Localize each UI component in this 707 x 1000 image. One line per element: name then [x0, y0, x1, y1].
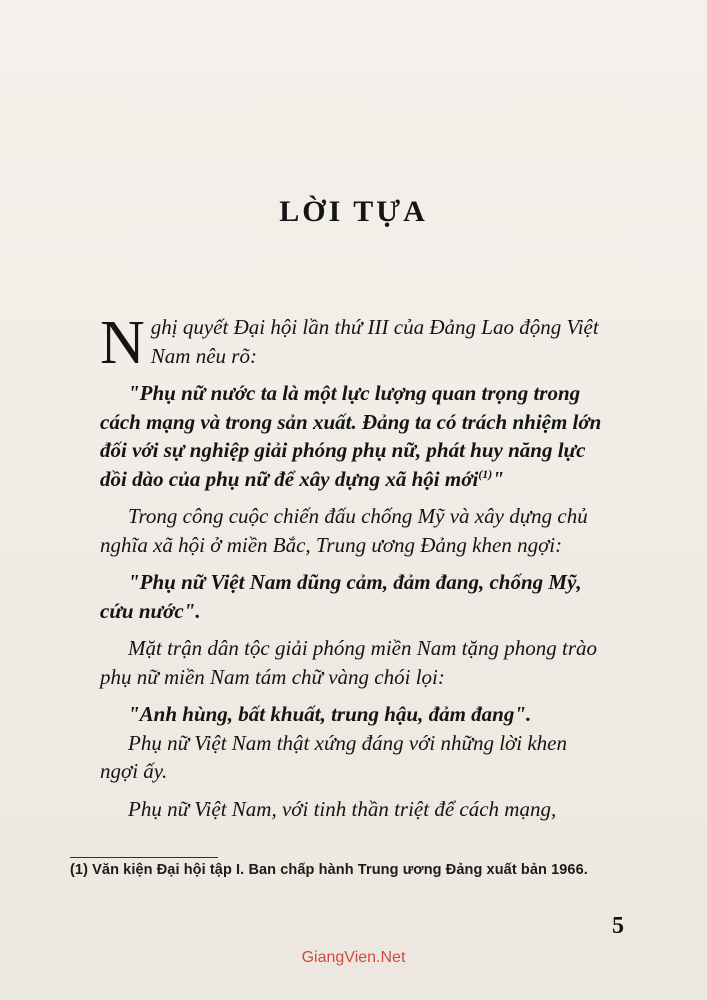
page-number: 5 — [612, 913, 624, 939]
footnote: (1) Văn kiện Đại hội tập I. Ban chấp hành Trung ương Đảng xuất bản 1966. — [70, 862, 588, 878]
paragraph-central-committee: Trong công cuộc chiến đấu chống Mỹ và xây dựng chủ nghĩa xã hội ở miền Bắc, Trung ương Đảng khen ngợi: — [100, 504, 588, 557]
paragraph-revolutionary-spirit: Phụ nữ Việt Nam, với tinh thần triệt để cách mạng, — [128, 796, 557, 821]
paragraph-intro — [100, 309, 605, 377]
quote-party-resolution — [100, 379, 605, 493]
quote-eight-golden-words: "Anh hùng, bất khuất, trung hậu, đảm đang". — [128, 702, 532, 726]
paragraph-text: ghị quyết Đại hội lần thứ III của Đảng Lao động Việt Nam nêu rõ: — [150, 315, 599, 368]
footnote-ref: (1) — [478, 466, 493, 481]
drop-cap: N — [100, 309, 145, 377]
quote-close: " — [492, 466, 504, 491]
quote-central-committee: "Phụ nữ Việt Nam dũng cảm, đảm đang, chống Mỹ, cứu nước". — [100, 570, 582, 623]
paragraph-liberation-front: Mặt trận dân tộc giải phóng miền Nam tặng phong trào phụ nữ miền Nam tám chữ vàng chói lọi: — [100, 636, 597, 689]
paragraph-worthy: Phụ nữ Việt Nam thật xứng đáng với những lời khen ngợi ấy. — [100, 730, 567, 783]
page-title: LỜI TỰA — [279, 195, 428, 228]
preface-body — [100, 309, 605, 823]
watermark-link[interactable]: GiangVien.Net — [301, 949, 406, 966]
quote-text: "Phụ nữ nước ta là một lực lượng quan trọng trong cách mạng và trong sản xuất. Đảng ta có trách nhiệm lớn đối với sự nghiệp giải phóng phụ nữ, phát huy năng lực dồi dào của phụ nữ để xây dựng xã hội mới — [100, 381, 602, 491]
footnote-divider — [70, 857, 218, 858]
